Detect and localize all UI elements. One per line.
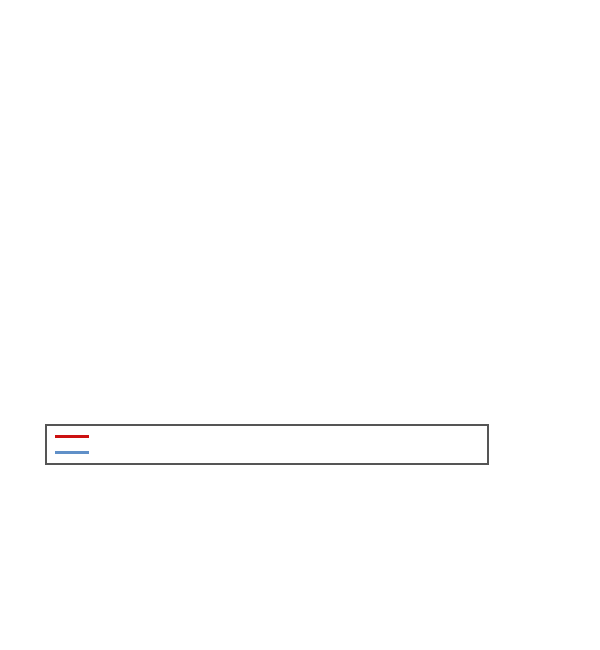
legend-line-swatch [55, 435, 89, 438]
legend-item [47, 428, 487, 444]
chart-legend [45, 424, 489, 465]
legend-line-swatch [55, 451, 89, 454]
legend-item [47, 444, 487, 460]
